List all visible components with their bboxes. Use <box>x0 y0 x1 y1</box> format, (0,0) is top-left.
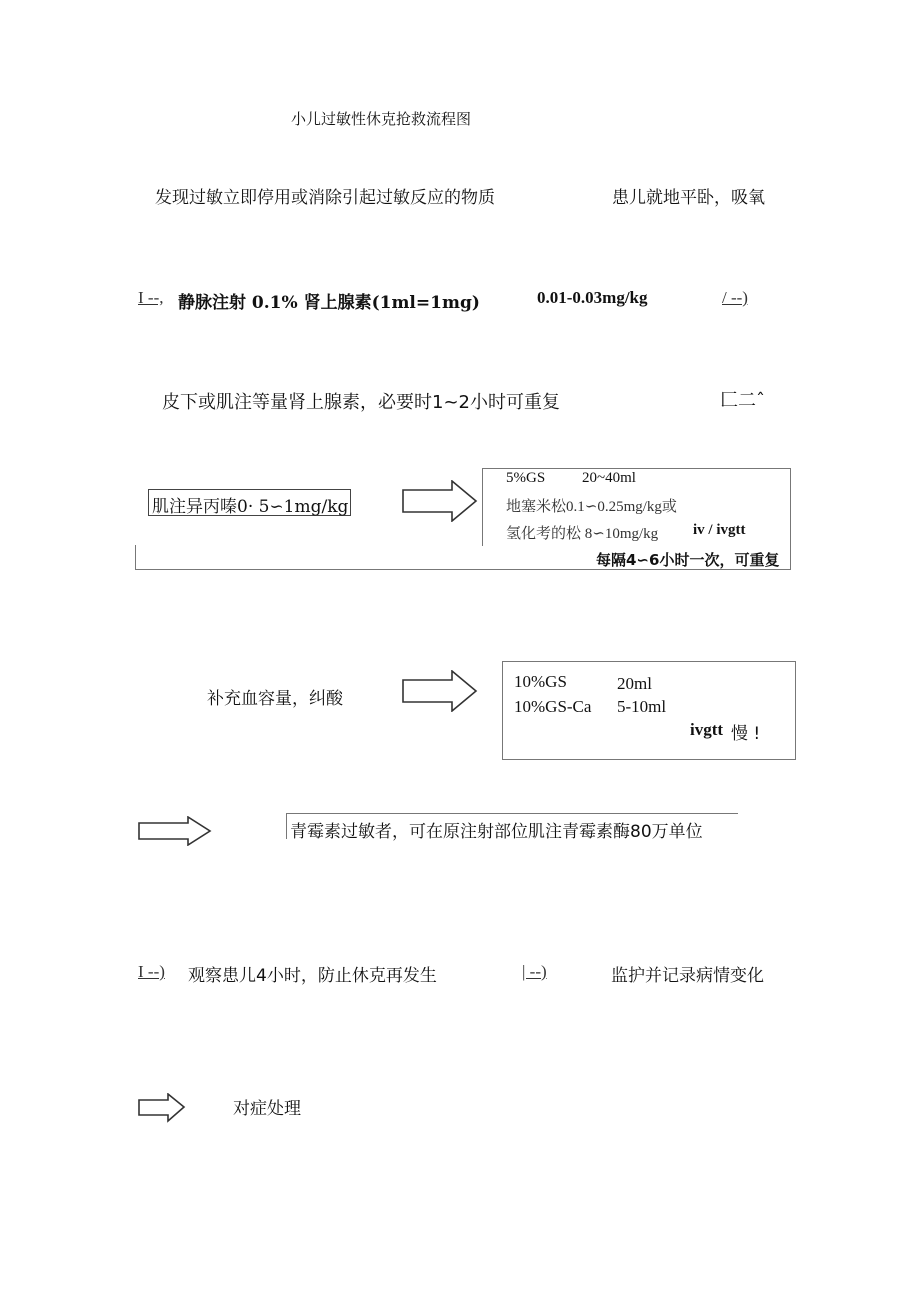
step2-dose: 0.01-0.03mg/kg <box>537 288 648 307</box>
calcium-row1-solution: 10%GS <box>514 672 567 691</box>
step4-arrow-icon <box>402 480 478 522</box>
calcium-speed-note: 慢 ! <box>731 724 761 744</box>
penicillin-box-left <box>286 813 287 839</box>
steroid-line2: 地塞米松0.1∽0.25mg/kg或 <box>506 499 677 515</box>
calcium-row2-solution: 10%GS-Ca <box>514 697 592 716</box>
promethazine-text: 肌注异丙嗪0· 5∽1mg/kg <box>152 497 349 517</box>
steroid-line3-dose: 氢化考的松 8∽10mg/kg <box>506 526 659 542</box>
step2-right-marker: / --) <box>722 288 748 307</box>
steroid-box-top <box>482 468 791 469</box>
steroid-box-right <box>790 468 791 570</box>
page-title: 小儿过敏性休克抢救流程图 <box>291 110 472 128</box>
step3-instruction: 皮下或肌注等量肾上腺素，必要时1~2小时可重复 <box>162 392 560 413</box>
step8-arrow-icon <box>138 1093 186 1123</box>
step1-right-instruction: 患儿就地平卧，吸氧 <box>612 188 765 208</box>
steroid-line1-volume: 20~40ml <box>582 470 636 486</box>
step7-right-instruction: 监护并记录病情变化 <box>611 966 764 986</box>
steroid-box-tail <box>135 545 136 570</box>
step7-mid-marker: | --) <box>522 962 547 981</box>
step5-arrow-icon <box>402 670 478 712</box>
step6-instruction: 青霉素过敏者，可在原注射部位肌注青霉素酶80万单位 <box>290 822 703 842</box>
step7-instruction: 观察患儿4小时，防止休克再发生 <box>188 966 437 986</box>
step8-instruction: 对症处理 <box>233 1099 301 1119</box>
steroid-box-left <box>482 468 483 546</box>
step3-right-marker: 匚二ˆ <box>720 390 765 411</box>
penicillin-box-top <box>286 813 738 814</box>
step2-instruction: 静脉注射 0.1% 肾上腺素(1ml=1mg) <box>178 293 480 313</box>
step7-marker: I --) <box>138 962 165 981</box>
step5-instruction: 补充血容量，纠酸 <box>207 689 343 709</box>
step2-marker: I --, <box>138 288 164 307</box>
step1-instruction: 发现过敏立即停用或消除引起过敏反应的物质 <box>155 188 495 208</box>
steroid-line3-route: iv / ivgtt <box>693 522 746 538</box>
calcium-route: ivgtt <box>690 720 724 739</box>
calcium-row2-volume: 5-10ml <box>617 697 667 716</box>
steroid-line1-solution: 5%GS <box>506 470 546 486</box>
steroid-frequency: 每隔4∽6小时一次，可重复 <box>596 551 780 569</box>
calcium-row1-volume: 20ml <box>617 674 652 693</box>
step6-arrow-icon <box>138 816 212 846</box>
